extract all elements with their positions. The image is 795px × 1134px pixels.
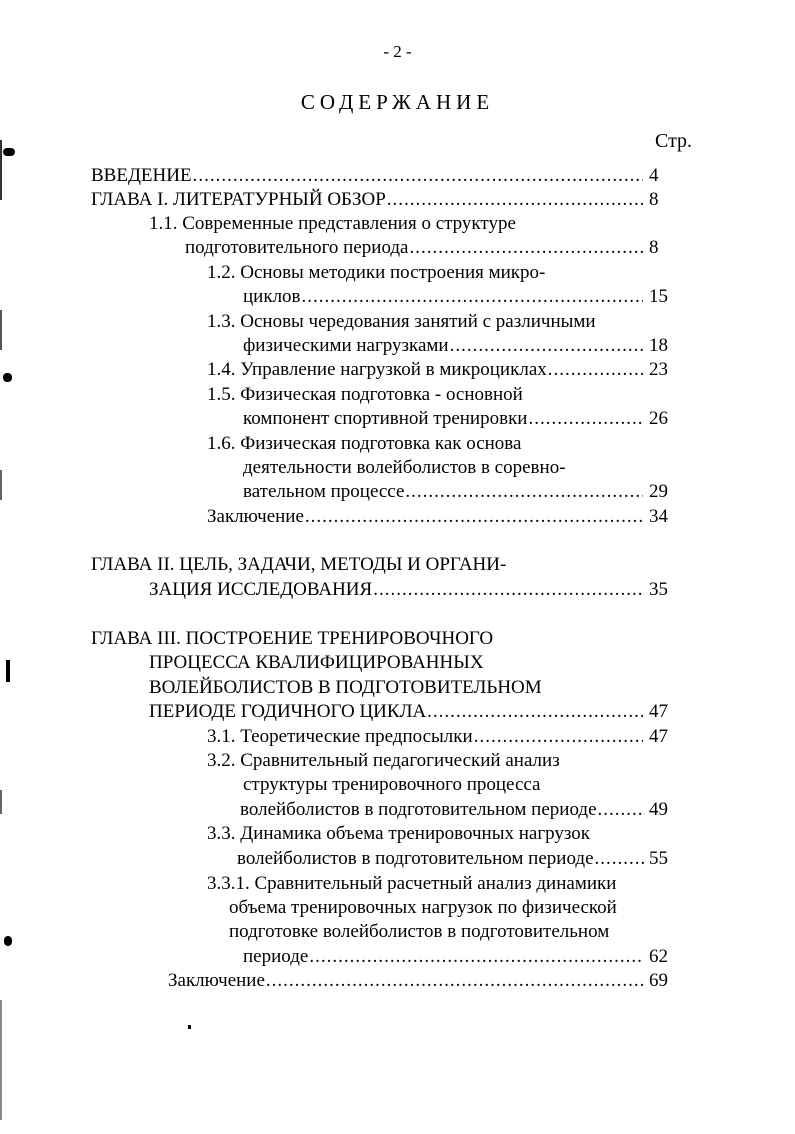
toc-entry-page: 69	[649, 970, 668, 991]
toc-entry-page: 8	[649, 237, 659, 258]
toc-entry-text: подготовительного периода	[185, 237, 409, 258]
scan-mark	[3, 373, 12, 382]
toc-entry-1-4[interactable]	[207, 358, 683, 382]
toc-entry-text: ВОЛЕЙБОЛИСТОВ В ПОДГОТОВИТЕЛЬНОМ	[149, 677, 542, 698]
toc-entry-page: 34	[649, 506, 668, 527]
toc-entry-chapter-2-line-1[interactable]	[91, 553, 506, 577]
toc-entry-text: 3.2. Сравнительный педагогический анализ	[207, 750, 560, 771]
toc-entry-3-2-line-1[interactable]	[207, 749, 560, 773]
toc-entry-text: 1.6. Физическая подготовка как основа	[207, 433, 522, 454]
toc-entry-text: 1.1. Современные представления о структуре	[149, 213, 516, 234]
toc-entry-text: физическими нагрузками	[243, 335, 449, 356]
toc-entry-text: ЗАЦИЯ ИССЛЕДОВАНИЯ	[149, 579, 373, 600]
toc-entry-page: 8	[649, 189, 659, 210]
leader-dots	[548, 358, 643, 382]
scan-mark	[188, 1025, 191, 1029]
toc-entry-1-2-line-1[interactable]	[207, 261, 545, 285]
toc-entry-text: волейболистов в подготовительном периоде	[237, 848, 594, 869]
leader-dots	[474, 725, 643, 749]
toc-entry-page: 23	[649, 359, 668, 380]
toc-entry-page: 4	[649, 165, 659, 186]
leader-dots	[193, 164, 643, 188]
toc-entry-chapter-3-line-4[interactable]	[149, 700, 683, 724]
toc-entry-1-6-line-1[interactable]	[207, 432, 521, 456]
toc-entry-text: 1.2. Основы методики построения микро-	[207, 262, 546, 283]
toc-entry-chapter-3-line-3[interactable]	[149, 676, 542, 700]
leader-dots	[410, 236, 644, 260]
toc-entry-1-6-line-3[interactable]	[243, 480, 683, 504]
leader-dots	[528, 407, 643, 431]
toc-entry-text: ПЕРИОДЕ ГОДИЧНОГО ЦИКЛА	[149, 701, 427, 722]
scan-mark	[0, 790, 2, 814]
leader-dots	[302, 285, 643, 309]
toc-entry-3-2-line-3[interactable]	[240, 798, 683, 822]
toc-entry-text: структуры тренировочного процесса	[243, 774, 541, 795]
toc-entry-page: 55	[649, 848, 668, 869]
page-number: - 2 -	[383, 42, 412, 61]
toc-entry-conclusion-3[interactable]	[168, 969, 683, 993]
toc-entry-text: вательном процессе	[243, 481, 405, 502]
toc-entry-chapter-3-line-1[interactable]	[91, 627, 493, 651]
page-title: СОДЕРЖАНИЕ	[300, 90, 495, 114]
toc-entry-page: 35	[649, 579, 668, 600]
toc-entry-3-3-1-line-4[interactable]	[243, 945, 683, 969]
toc-entry-page: 26	[649, 408, 668, 429]
toc-entry-page: 47	[649, 701, 668, 722]
toc-entry-text: ГЛАВА III. ПОСТРОЕНИЕ ТРЕНИРОВОЧНОГО	[91, 628, 494, 649]
scan-mark	[0, 310, 2, 350]
toc-entry-1-6-line-2[interactable]	[243, 456, 566, 480]
leader-dots	[595, 847, 645, 871]
scan-mark	[4, 936, 12, 946]
leader-dots	[266, 969, 643, 993]
toc-entry-text: циклов	[243, 286, 301, 307]
leader-dots	[373, 578, 643, 602]
toc-entry-intro[interactable]	[91, 164, 683, 188]
toc-entry-text: ВВЕДЕНИЕ	[91, 165, 192, 186]
leader-dots	[427, 700, 643, 724]
toc-entry-1-1-line-2[interactable]	[185, 236, 683, 260]
leader-dots	[598, 798, 645, 822]
toc-entry-text: 3.3. Динамика объема тренировочных нагрузок	[207, 823, 590, 844]
toc-entry-text: 1.5. Физическая подготовка - основной	[207, 384, 523, 405]
toc-entry-text: 1.3. Основы чередования занятий с различными	[207, 311, 596, 332]
toc-entry-text: подготовке волейболистов в подготовительном	[229, 921, 610, 942]
toc-entry-1-5-line-1[interactable]	[207, 383, 523, 407]
leader-dots	[450, 334, 643, 358]
toc-entry-page: 29	[649, 481, 668, 502]
scan-mark	[0, 470, 2, 500]
toc-entry-text: 3.3.1. Сравнительный расчетный анализ динамики	[207, 873, 617, 894]
toc-entry-3-3-1-line-2[interactable]	[229, 896, 617, 920]
toc-entry-3-3-line-2[interactable]	[237, 847, 683, 871]
toc-entry-3-3-1-line-1[interactable]	[207, 872, 616, 896]
toc-entry-text: Заключение	[168, 970, 265, 991]
toc-entry-text: объема тренировочных нагрузок по физической	[229, 897, 617, 918]
toc-entry-1-3-line-2[interactable]	[243, 334, 683, 358]
scan-mark	[0, 140, 2, 200]
toc-entry-text: Заключение	[207, 506, 304, 527]
toc-entry-conclusion-1[interactable]	[207, 505, 683, 529]
toc-entry-3-3-line-1[interactable]	[207, 822, 590, 846]
toc-entry-text: периоде	[243, 946, 309, 967]
toc-entry-text: деятельности волейболистов в соревно-	[243, 457, 566, 478]
scan-mark	[0, 1000, 2, 1120]
toc-entry-chapter-1[interactable]	[91, 188, 683, 212]
toc-entry-1-2-line-2[interactable]	[243, 285, 683, 309]
leader-dots	[387, 188, 643, 212]
leader-dots	[305, 505, 643, 529]
toc-entry-text: 3.1. Теоретические предпосылки	[207, 726, 473, 747]
toc-entry-1-1-line-1[interactable]	[149, 212, 516, 236]
toc-entry-chapter-3-line-2[interactable]	[149, 651, 484, 675]
toc-entry-text: волейболистов в подготовительном периоде	[240, 799, 597, 820]
toc-entry-page: 47	[649, 726, 668, 747]
toc-entry-page: 62	[649, 946, 668, 967]
toc-entry-3-2-line-2[interactable]	[243, 773, 541, 797]
scan-mark	[3, 148, 15, 156]
toc-entry-text: ПРОЦЕССА КВАЛИФИЦИРОВАННЫХ	[149, 652, 484, 673]
leader-dots	[309, 945, 643, 969]
toc-entry-1-5-line-2[interactable]	[243, 407, 683, 431]
toc-entry-3-3-1-line-3[interactable]	[229, 920, 609, 944]
toc-entry-text: компонент спортивной тренировки	[243, 408, 528, 429]
leader-dots	[405, 480, 643, 504]
toc-entry-page: 15	[649, 286, 668, 307]
toc-entry-1-3-line-1[interactable]	[207, 310, 596, 334]
toc-entry-text: ГЛАВА II. ЦЕЛЬ, ЗАДАЧИ, МЕТОДЫ И ОРГАНИ-	[91, 554, 507, 575]
toc-entry-chapter-2-line-2[interactable]	[149, 578, 683, 602]
toc-entry-text: ГЛАВА I. ЛИТЕРАТУРНЫЙ ОБЗОР	[91, 189, 386, 210]
toc-entry-page: 18	[649, 335, 668, 356]
page-column-label: Стр.	[655, 130, 693, 152]
toc-entry-text: 1.4. Управление нагрузкой в микроциклах	[207, 359, 547, 380]
scan-mark	[6, 660, 10, 682]
toc-entry-3-1[interactable]	[207, 725, 683, 749]
toc-entry-page: 49	[649, 799, 668, 820]
